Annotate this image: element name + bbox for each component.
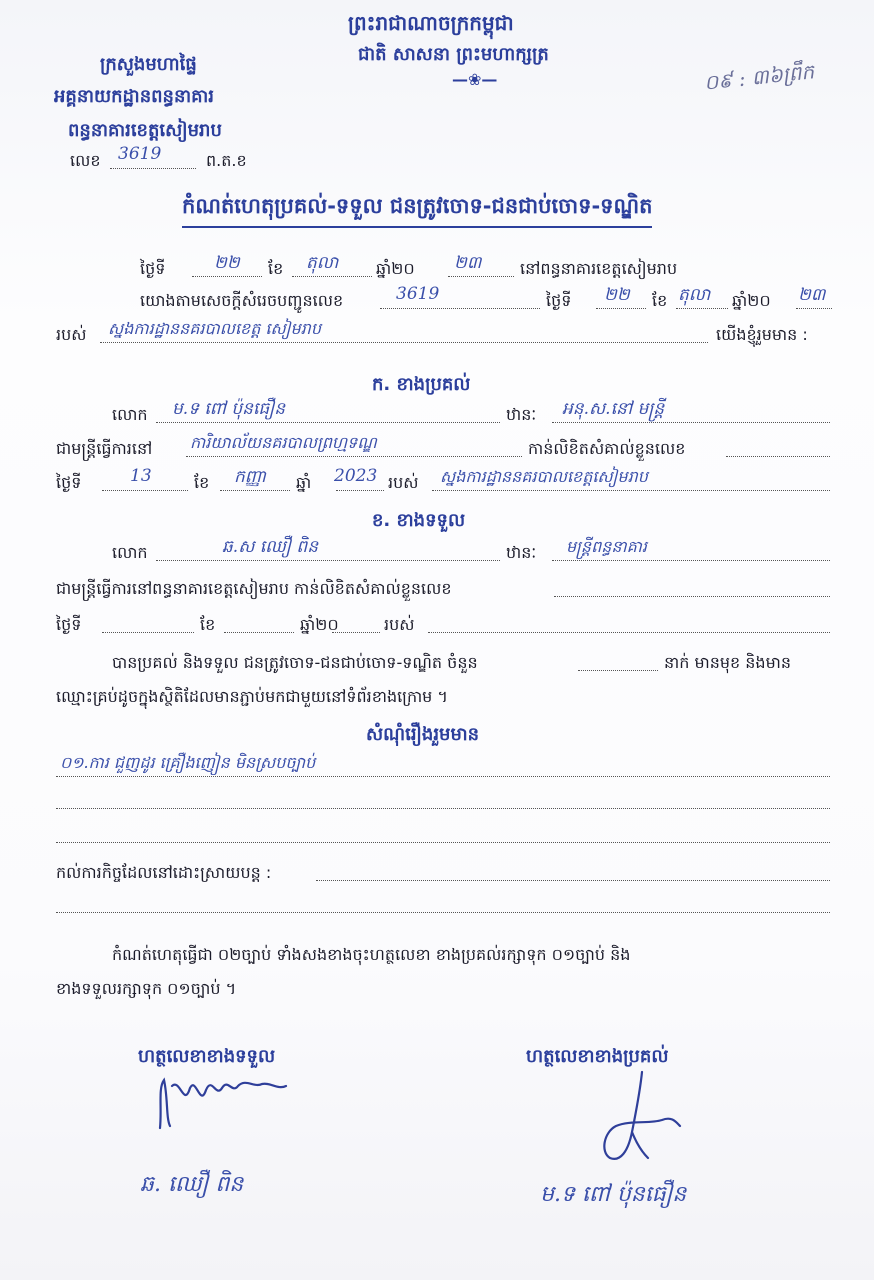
pending-label: កល់ការកិច្ចដែលនៅដោះស្រាយបន្ត : <box>56 863 272 882</box>
b-day-label: ថ្ងៃទី <box>56 615 82 634</box>
b-year-label: ឆ្នាំ២០ <box>300 615 339 634</box>
b-of-label: របស់ <box>384 615 415 634</box>
ref-month-value: តុលា <box>678 285 711 305</box>
pending-line-1 <box>316 880 830 881</box>
of-value: ស្នងការដ្ឋាននគរបាលខេត្ត សៀមរាប <box>108 319 321 338</box>
a-of-value: ស្នងការដ្ឋាននគរបាលខេត្តសៀមរាប <box>440 467 648 486</box>
summary-heading: សំណុំរឿងរួមមាន <box>366 724 480 745</box>
transfer-line2: ឈ្មោះគ្រប់ដូចក្នុងស្ថិតិដែលមានភ្ជាប់មកជាមួយនៅទំព័រខាងក្រោម ។ <box>56 687 448 706</box>
b-work-text: ជាមន្ត្រីធ្វើការនៅពន្ធនាគារខេត្តសៀមរាប កាន់លិខិតសំគាល់ខ្លួនលេខ <box>56 579 452 598</box>
summary-line-3 <box>56 842 830 843</box>
a-cert-line <box>726 456 830 457</box>
closing-line2: ខាងទទួលរក្សាទុក ០១ច្បាប់ ។ <box>56 979 237 998</box>
a-of-label: របស់ <box>388 473 419 492</box>
a-cert-label: កាន់លិខិតសំគាល់ខ្លួនលេខ <box>528 439 686 458</box>
number-suffix: ព.ត.ខ <box>206 151 247 170</box>
a-of-line <box>432 490 830 491</box>
ref-day-label: ថ្ងៃទី <box>546 291 572 310</box>
kingdom-heading: ព្រះរាជាណាចក្រកម្ពុជា <box>348 11 514 35</box>
a-day-line <box>102 490 188 491</box>
receiver-signature <box>150 1068 320 1138</box>
a-day-label: ថ្ងៃទី <box>56 473 82 492</box>
a-work-label: ជាមន្ត្រីធ្វើការនៅ <box>56 439 153 458</box>
we-text: យើងខ្ញុំរួមមាន : <box>716 325 808 344</box>
transfer-line1-b: នាក់ មានមុខ និងមាន <box>664 653 791 672</box>
ornament: —❀— <box>452 70 498 89</box>
b-rank-line <box>552 560 830 561</box>
a-month-value: កញ្ញា <box>234 467 267 487</box>
ministry-name: ក្រសួងមហាផ្ទៃ <box>100 54 197 75</box>
a-day-value: 13 <box>130 466 152 486</box>
a-month-label: ខែ <box>194 473 210 492</box>
number-value: 3619 <box>118 144 162 164</box>
b-month-label: ខែ <box>200 615 216 634</box>
b-rank-label: ឋានៈ <box>506 543 537 562</box>
ref-value: 3619 <box>396 284 440 304</box>
intro-year-value: ២៣ <box>454 253 482 273</box>
ref-line <box>380 308 540 309</box>
intro-year-label: ឆ្នាំ២០ <box>376 259 415 278</box>
ref-day-value: ២២ <box>604 285 630 305</box>
b-mr-line <box>156 560 500 561</box>
a-rank-label: ឋានៈ <box>506 405 537 424</box>
intro-day-value: ២២ <box>214 253 240 273</box>
a-work-value: ការិយាល័យនគរបាលព្រហ្មទណ្ឌ <box>190 433 377 452</box>
b-mr-label: លោក <box>112 543 148 562</box>
of-line <box>100 342 708 343</box>
number-line <box>110 168 196 169</box>
a-year-value: 2023 <box>334 466 378 486</box>
a-mr-value: ម.ទ ពៅ ប៉ុនធឿន <box>172 399 285 419</box>
a-year-label: ឆ្នាំ <box>296 473 312 492</box>
section-b-heading: ខ. ខាងទទួល <box>372 510 466 531</box>
ref-label: យោងតាមសេចក្តីសំរេចបញ្ជូនលេខ <box>140 291 344 310</box>
b-year-line <box>332 632 380 633</box>
summary-line-2 <box>56 808 830 809</box>
section-a-heading: ក. ខាងប្រគល់ <box>372 374 471 395</box>
ref-year-value: ២៣ <box>798 285 826 305</box>
intro-month-value: តុលា <box>306 253 339 273</box>
a-mr-label: លោក <box>112 405 148 424</box>
number-label: លេខ <box>70 151 101 170</box>
transfer-count-line <box>578 670 658 671</box>
of-label: របស់ <box>56 325 87 344</box>
document-title: កំណត់ហេតុប្រគល់-ទទួល ជនត្រូវចោទ-ជនជាប់ចោទ-ទណ្ឌិត <box>182 193 652 228</box>
b-of-line <box>428 632 830 633</box>
summary-value: ០១.ការ ជួញដូរ គ្រឿងញៀន មិនស្របច្បាប់ <box>60 753 316 772</box>
b-month-line <box>224 632 294 633</box>
prison-name: ពន្ធនាគារខេត្តសៀមរាប <box>68 120 222 141</box>
a-rank-value: អនុ.ស.នៅ មន្រ្តី <box>562 399 665 419</box>
closing-line1: កំណត់ហេតុធ្វើជា ០២ច្បាប់ ទាំងសងខាងចុះហត្ថលេខា ខាងប្រគល់រក្សាទុក ០១ច្បាប់ និង <box>112 945 631 964</box>
ref-month-label: ខែ <box>652 291 668 310</box>
b-rank-value: មន្ត្រីពន្ធនាគារ <box>566 537 647 556</box>
b-mr-value: ឆ.ស ឈឿ ពិន <box>222 537 318 557</box>
motto: ជាតិ សាសនា ព្រះមហាក្សត្រ <box>358 44 549 65</box>
receiver-name: ឆ. ឈឿ ពិន <box>140 1172 244 1197</box>
a-year-line <box>336 490 384 491</box>
ref-year-label: ឆ្នាំ២០ <box>732 291 771 310</box>
a-work-line <box>186 456 522 457</box>
giver-signature-title: ហត្ថលេខាខាងប្រគល់ <box>526 1046 669 1067</box>
summary-line-1 <box>56 776 830 777</box>
department-name: អគ្គនាយកដ្ឋានពន្ធនាគារ <box>54 86 214 107</box>
giver-name: ម.ទ ពៅ ប៉ុនធឿន <box>540 1182 687 1207</box>
intro-location: នៅពន្ធនាគារខេត្តសៀមរាប <box>520 259 678 278</box>
intro-day-label: ថ្ងៃទី <box>140 259 166 278</box>
corner-note: ០៩ : ៣៦ព្រឹក <box>702 59 816 95</box>
transfer-line1-a: បានប្រគល់ និងទទួល ជនត្រូវចោទ-ជនជាប់ចោទ-ទណ្ឌិត ចំនួន <box>112 653 478 672</box>
b-cert-line <box>554 596 830 597</box>
giver-signature <box>580 1062 690 1182</box>
pending-line-2 <box>56 912 830 913</box>
intro-month-label: ខែ <box>268 259 284 278</box>
receiver-signature-title: ហត្ថលេខាខាងទទួល <box>138 1046 276 1067</box>
b-day-line <box>102 632 194 633</box>
